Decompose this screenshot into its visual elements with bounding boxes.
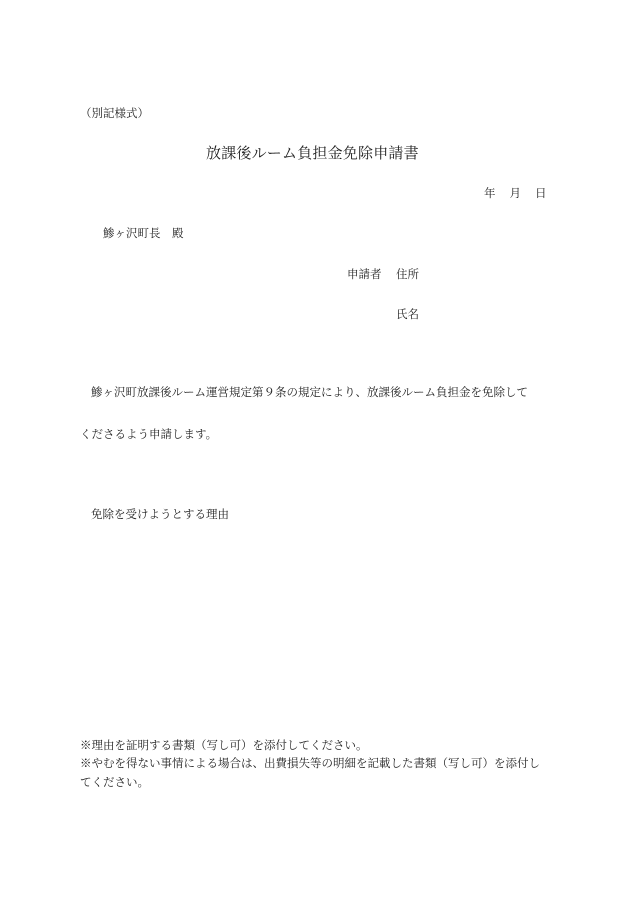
note-2-line-1: ※やむを得ない事情による場合は、出費損失等の明細を記載した書類（写し可）を添付し xyxy=(80,756,540,770)
form-label: （別記様式） xyxy=(80,106,149,120)
body-line-2: くださるよう申請します。 xyxy=(80,427,218,441)
addressee: 鯵ヶ沢町長 殿 xyxy=(103,226,184,240)
name-label: 氏名 xyxy=(396,307,419,321)
applicant-label: 申請者 xyxy=(347,267,382,281)
date-line xyxy=(484,188,547,200)
date-month: 月 xyxy=(509,186,521,200)
note-1: ※理由を証明する書類（写し可）を添付してください。 xyxy=(80,738,368,752)
form-title: 放課後ルーム負担金免除申請書 xyxy=(206,144,419,162)
body-line-1: 鯵ヶ沢町放課後ルーム運営規定第９条の規定により、放課後ルーム負担金を免除して xyxy=(91,385,528,399)
note-2-line-2: てください。 xyxy=(80,775,149,789)
address-label: 住所 xyxy=(396,267,419,281)
date-year: 年 xyxy=(484,186,496,200)
date-day: 日 xyxy=(535,186,547,200)
reason-label: 免除を受けようとする理由 xyxy=(91,507,229,521)
